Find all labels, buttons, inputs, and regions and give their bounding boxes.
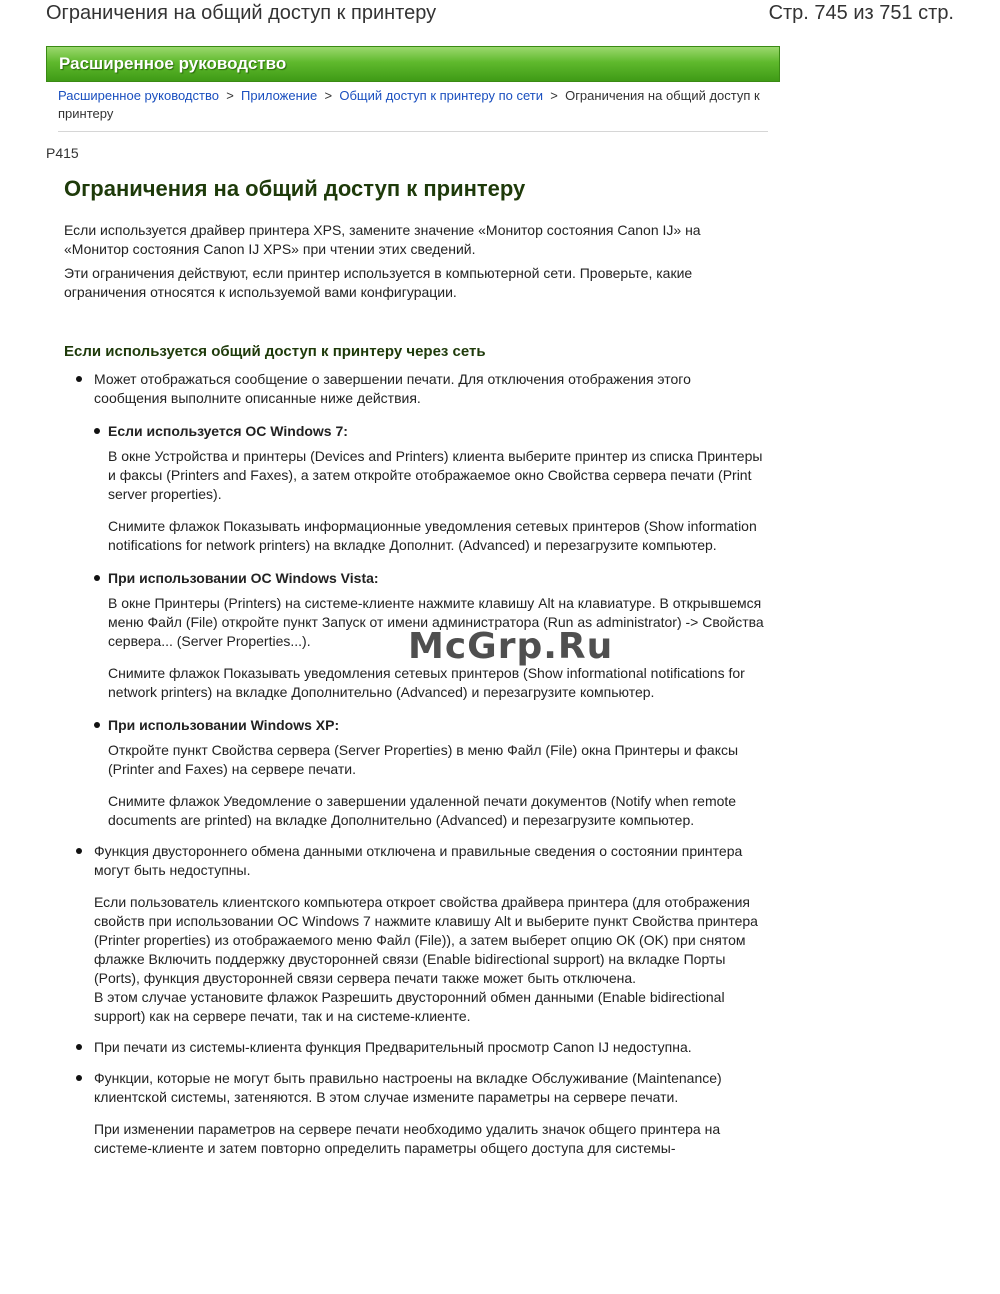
watermark: McGrp.Ru	[408, 626, 614, 667]
page-heading: Ограничения на общий доступ к принтеру	[64, 176, 526, 201]
sub-list-item-xp	[94, 716, 764, 830]
page-number: Стр. 745 из 751 стр.	[768, 2, 954, 24]
sub-item-title: При использовании Windows XP:	[108, 717, 340, 733]
list-item	[64, 1069, 764, 1158]
restrictions-list	[64, 370, 764, 1158]
breadcrumb	[58, 87, 768, 132]
list-item-paragraph: При изменении параметров на сервере печати необходимо удалить значок общего принтера на системе-клиенте и затем повторно определить параметры общего доступа для системы-	[94, 1121, 721, 1156]
intro-paragraph: Если используется драйвер принтера XPS, замените значение «Монитор состояния Canon IJ» на «Монитор состояния Canon IJ XPS» при чтении этих сведений.	[64, 222, 701, 257]
breadcrumb-separator: >	[324, 88, 333, 103]
breadcrumb-link-network-sharing[interactable]: Общий доступ к принтеру по сети	[339, 88, 543, 103]
list-item-text: При печати из системы-клиента функция Предварительный просмотр Canon IJ недоступна.	[94, 1039, 692, 1055]
sub-list-item-windows7	[94, 422, 764, 555]
breadcrumb-link-guide[interactable]: Расширенное руководство	[58, 88, 219, 103]
list-item-paragraph: Если пользователь клиентского компьютера откроет свойства драйвера принтера (для отображения свойств при использовании ОС Windows 7 нажмите клавишу Alt и выберите пункт Свойства принтера (Printer properties) из отображаемого меню Файл (File)), а затем выберет опцию ОК (OK) при снятом флажке Включить поддержку двусторонней связи (Enable bidirectional support) на вкладке Порты (Ports), функция двусторонней связи сервера печати также может быть отключена.	[94, 894, 758, 986]
intro-paragraph: Эти ограничения действуют, если принтер используется в компьютерной сети. Проверьте, какие ограничения относятся к используемой вами конфигурации.	[64, 265, 693, 300]
list-item	[64, 1038, 764, 1057]
breadcrumb-link-appendix[interactable]: Приложение	[241, 88, 318, 103]
list-item-text: Может отображаться сообщение о завершении печати. Для отключения отображения этого сообщения выполните описанные ниже действия.	[94, 371, 691, 406]
breadcrumb-separator: >	[226, 88, 234, 103]
page-code: P415	[46, 145, 79, 161]
breadcrumb-current: Ограничения на общий доступ к принтеру	[58, 88, 760, 121]
list-item-text: Функция двустороннего обмена данными отключена и правильные сведения о состоянии принтера могут быть недоступны.	[94, 843, 743, 878]
sub-item-paragraph: Откройте пункт Свойства сервера (Server Properties) в меню Файл (File) окна Принтеры и факсы (Printer and Faxes) на сервере печати.	[108, 742, 739, 777]
section-heading: Если используется общий доступ к принтеру через сеть	[64, 343, 486, 360]
sub-item-paragraph: В окне Устройства и принтеры (Devices and Printers) клиента выберите принтер из списка Принтеры и факсы (Printers and Faxes), а затем откройте отображаемое окно Свойства сервера печати (Print server properties).	[108, 448, 763, 502]
sub-item-title: Если используется ОС Windows 7:	[108, 423, 348, 439]
breadcrumb-separator: >	[550, 88, 558, 103]
sub-item-paragraph: Снимите флажок Уведомление о завершении удаленной печати документов (Notify when remote documents are printed) на вкладке Дополнительно (Advanced) и перезагрузите компьютер.	[108, 793, 737, 828]
list-item-paragraph: В этом случае установите флажок Разрешить двусторонний обмен данными (Enable bidirectional support) как на сервере печати, так и на системе-клиенте.	[94, 989, 725, 1024]
list-item	[64, 842, 764, 1026]
guide-banner	[46, 46, 780, 82]
sub-item-paragraph: В окне Принтеры (Printers) на системе-клиенте нажмите клавишу Alt на клавиатуре. В открывшемся меню Файл (File) откройте пункт Запуск от имени администратора (Run as administrator) -> Свойства сервера... (Server Properties...).	[108, 595, 764, 649]
document-title: Ограничения на общий доступ к принтеру	[46, 2, 437, 24]
list-item-text: Функции, которые не могут быть правильно настроены на вкладке Обслуживание (Maintenance) клиентской системы, затеняются. В этом случае измените параметры на сервере печати.	[94, 1070, 722, 1105]
banner-title: Расширенное руководство	[59, 54, 287, 73]
list-item	[64, 370, 764, 830]
sub-item-paragraph: Снимите флажок Показывать информационные уведомления сетевых принтеров (Show information notifications for network printers) на вкладке Дополнит. (Advanced) и перезагрузите компьютер.	[108, 518, 757, 553]
sub-item-paragraph: Снимите флажок Показывать уведомления сетевых принтеров (Show informational notifications for network printers) на вкладке Дополнительно (Advanced) и перезагрузите компьютер.	[108, 665, 745, 700]
page-header	[46, 2, 954, 28]
sub-item-title: При использовании ОС Windows Vista:	[108, 570, 379, 586]
intro	[64, 221, 764, 302]
